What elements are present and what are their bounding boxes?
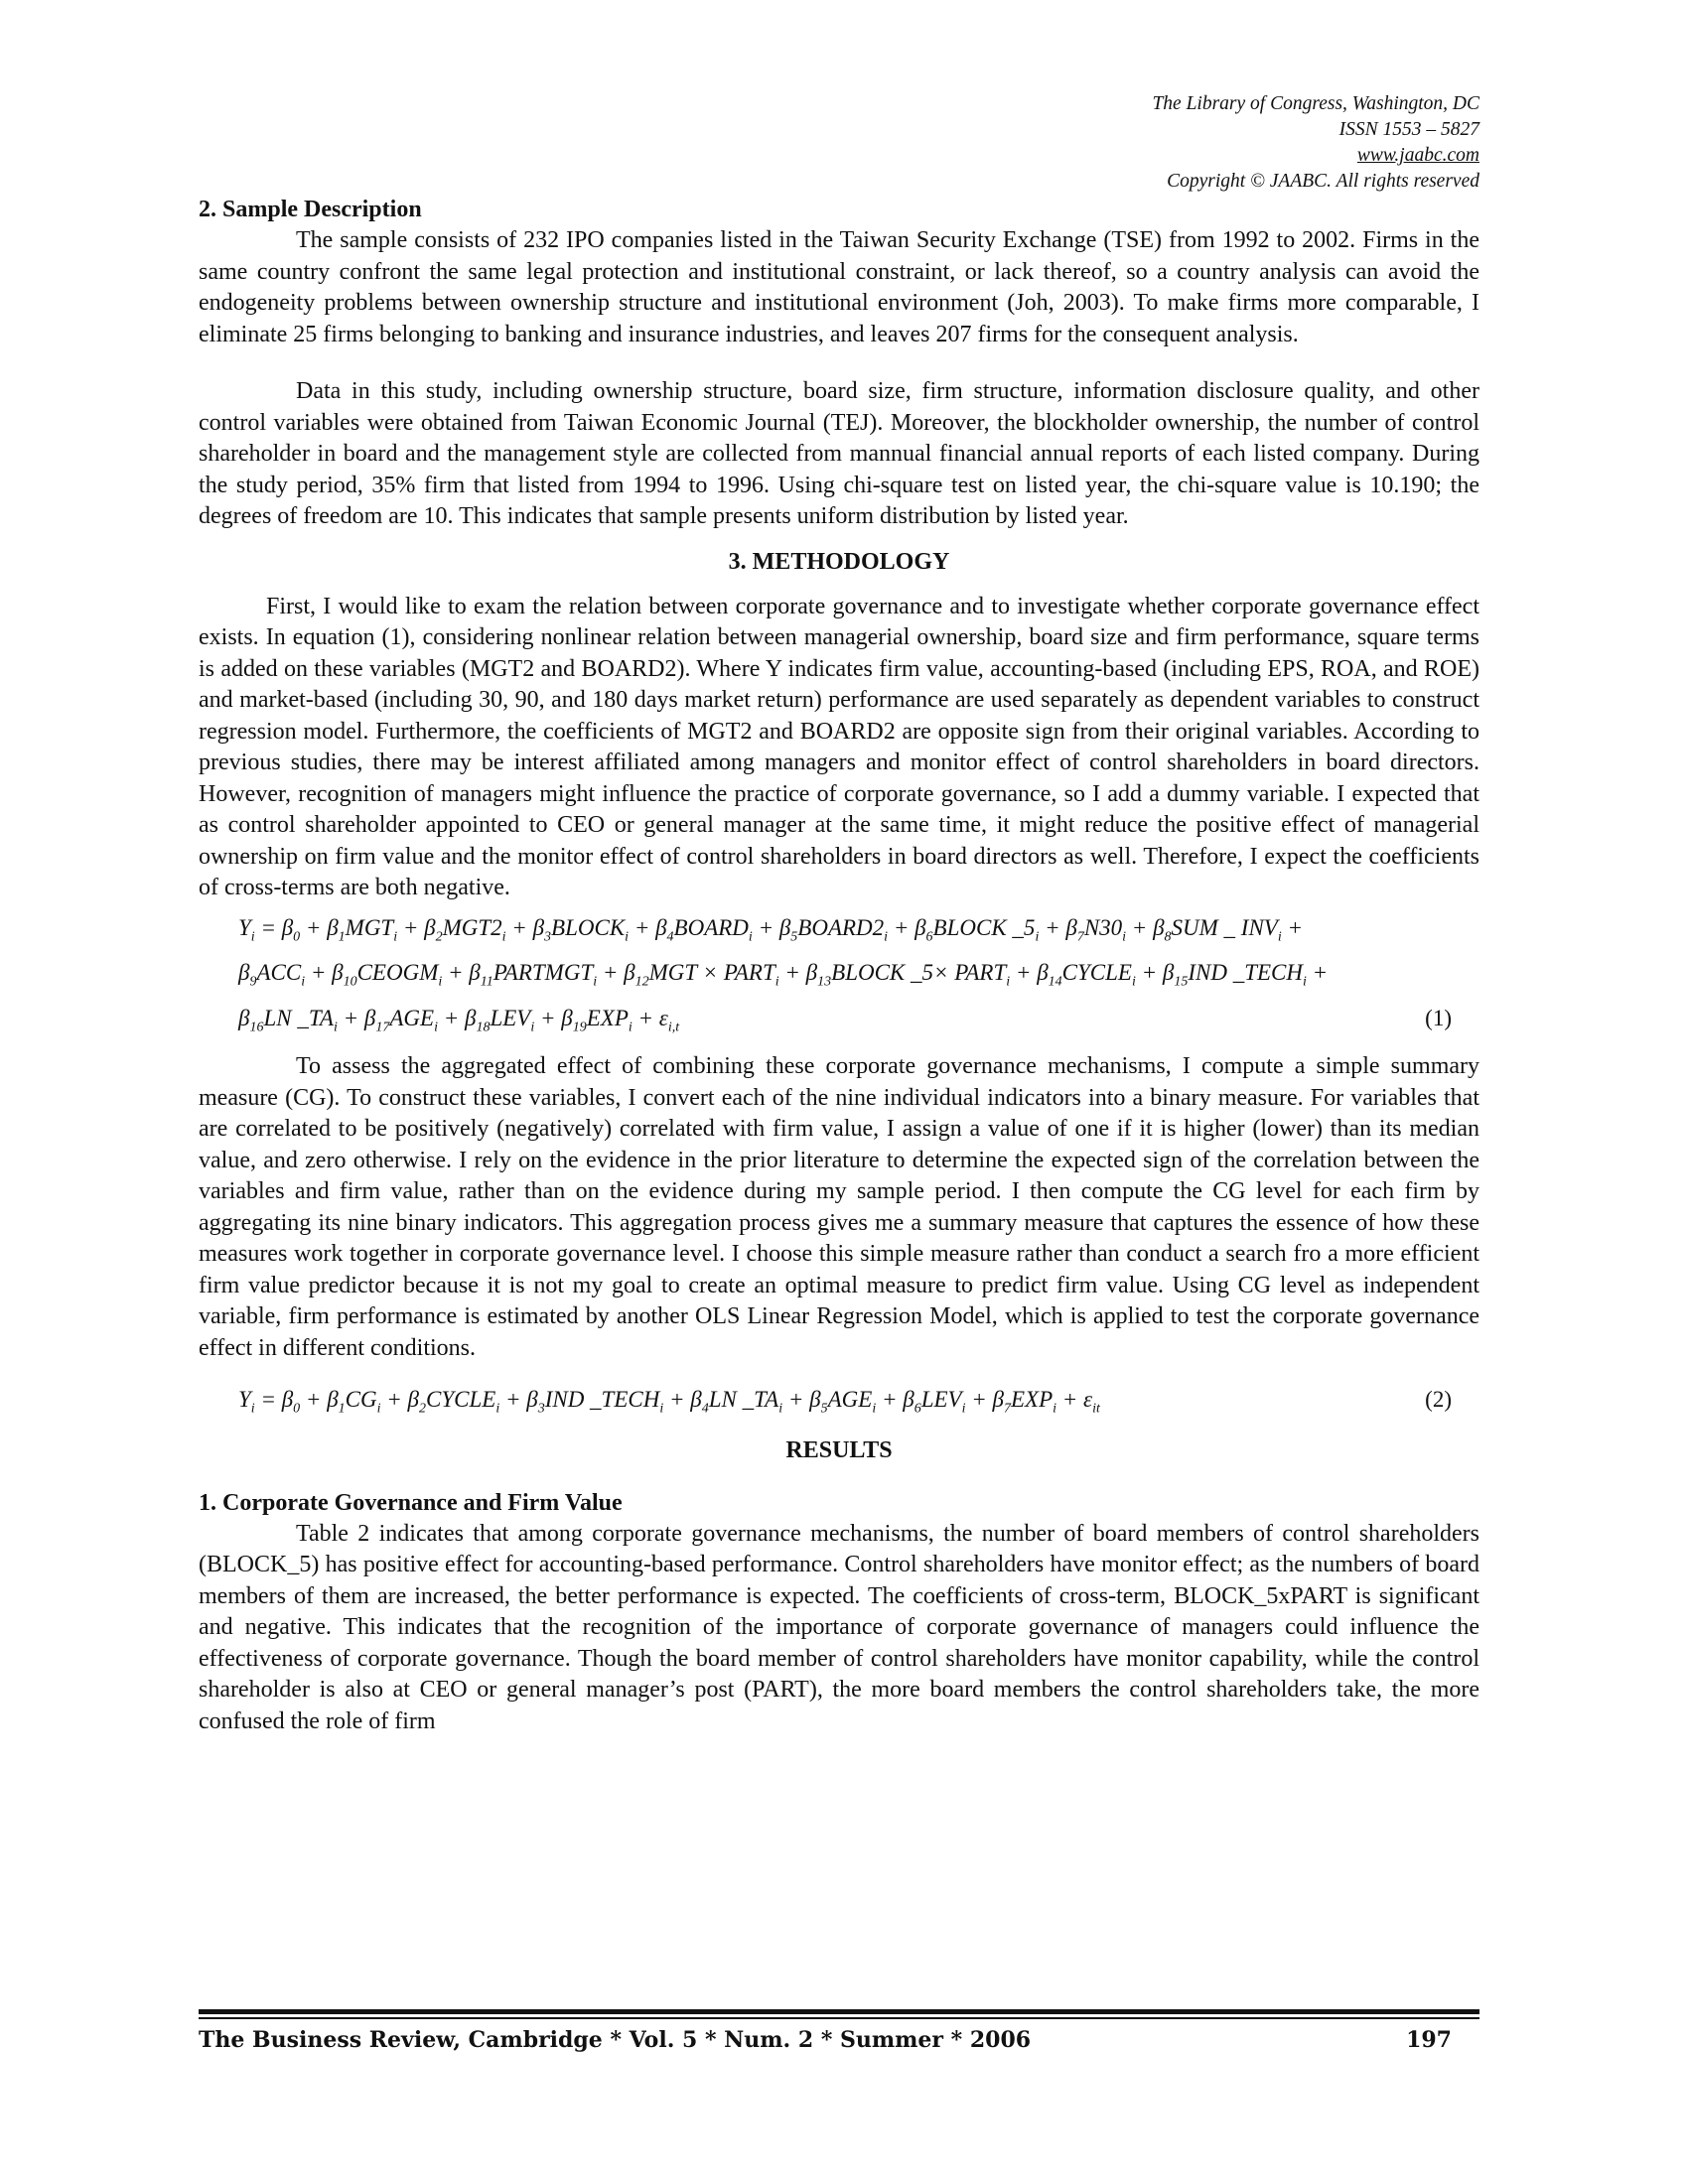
header-website-link[interactable]: www.jaabc.com — [1356, 145, 1479, 166]
header-line-issn: ISSN 1553 – 5827 — [1338, 119, 1479, 140]
equation-1 — [199, 910, 1479, 1046]
footer-rule-thin — [199, 2017, 1479, 2019]
journal-header — [199, 91, 1479, 195]
footer-journal-info: The Business Review, Cambridge * Vol. 5 * Num. 2 * Summer * 2006 — [199, 2027, 1032, 2053]
header-line-library: The Library of Congress, Washington, DC — [1152, 93, 1479, 114]
paragraph-results-1: Table 2 indicates that among corporate governance mechanisms, the number of board members of control shareholders (BLOCK_5) has positive effect for accounting-based performance. Control shareholders have monitor effect; as the numbers of board members of them are increased, the better performance is expected. The coefficients of cross-term, BLOCK_5xPART is significant and negative. This indicates that the recognition of the importance of corporate governance of managers could influence the effectiveness of corporate governance. Though the board member of control shareholders have monitor capability, while the control shareholder is also at CEO or general manager’s post (PART), the more board members the control shareholders take, the more confused the role of firm — [199, 1520, 1479, 1734]
paragraph-methodology-1: First, I would like to exam the relation between corporate governance and to investigate whether corporate governance effect exists. In equation (1), considering nonlinear relation between managerial ownership, board size and firm performance, square terms is added on these variables (MGT2 and BOARD2). Where Y indicates firm value, accounting-based (including EPS, ROA, and ROE) and market-based (including 30, 90, and 180 days market return) performance are used separately as dependent variables to construct regression model. Furthermore, the coefficients of MGT2 and BOARD2 are opposite sign from their original variables. According to previous studies, there may be interest affiliated among managers and monitor effect of control shareholders in board directors. However, recognition of managers might influence the practice of corporate governance, so I add a dummy variable. I expected that as control shareholder appointed to CEO or general manager at the same time, it might reduce the positive effect of managerial ownership on firm value and the monitor effect of control shareholders in board directors as well. Therefore, I expect the coefficients of cross-terms are both negative. — [199, 593, 1479, 900]
header-line-copyright: Copyright © JAABC. All rights reserved — [1167, 171, 1479, 192]
paragraph-sample-2: Data in this study, including ownership structure, board size, firm structure, information disclosure quality, and other control variables were obtained from Taiwan Economic Journal (TEJ). Moreover, the blockholder ownership, the number of control shareholder in board and the management style are collected from mannual financial annual reports of each listed company. During the study period, 35% firm that listed from 1994 to 1996. Using chi-square test on listed year, the chi-square value is 10.190; the degrees of freedom are 10. This indicates that sample presents uniform distribution by listed year. — [199, 378, 1479, 529]
equation-1-line-1: $Y_i = \beta_0 + \beta_1MGT_i + \beta_2MGT2_i$ + $\beta_3BLOCK_i$ + $\beta_4BOARD_i$ + $\beta_5BOARD2_i$ + $\beta_6BLOCK$ $\_5_i + \beta_7N30_i + \beta_8SUM$ _ $INV_i$ + — [238, 914, 1304, 945]
footer-rule-thick — [199, 2009, 1479, 2014]
equation-2-number: (2) — [1425, 1387, 1452, 1413]
section-heading-results: RESULTS — [785, 1436, 893, 1463]
paper-page — [199, 91, 1479, 1737]
subsection-heading-governance-firm-value: 1. Corporate Governance and Firm Value — [199, 1489, 623, 1516]
footer-page-number: 197 — [1406, 2027, 1452, 2053]
section-heading-sample-description: 2. Sample Description — [199, 197, 422, 222]
equation-1-line-3: $\beta_{16}LN$ $\_TA_i + \beta_{17}AGE_i + \beta_{18}LEV_i + \beta_{19}EXP_i + \varepsilon_{i,t}$ (1) — [199, 1001, 1479, 1046]
paragraph-methodology-2: To assess the aggregated effect of combining these corporate governance mechanisms, I compute a simple summary measure (CG). To construct these variables, I convert each of the nine individual indicators into a binary measure. For variables that are correlated to be positively (negatively) correlated with firm value, I assign a value of one if it is higher (lower) than its median value, and zero otherwise. I rely on the evidence in the prior literature to determine the expected sign of the correlation between the variables and firm value, rather than on the evidence during my sample period. I then compute the CG level for each firm by aggregating its nine binary indicators. This aggregation process gives me a summary measure that captures the essence of how these measures work together in corporate governance level. I choose this simple measure rather than conduct a search fro a more efficient firm value predictor because it is not my goal to create an optimal measure to predict firm value. Using CG level as independent variable, firm performance is estimated by another OLS Linear Regression Model, which is applied to test the corporate governance effect in different conditions. — [199, 1053, 1479, 1361]
section-heading-methodology: 3. METHODOLOGY — [728, 548, 950, 575]
equation-1-number: (1) — [1425, 1005, 1452, 1030]
equation-2-line: $Y_i = \beta_0 + \beta_1CG_i$ + $\beta_2CYCLE_i + \beta_3IND$ $\_TECH_i + \beta_4LN$ $\_TA_i + \beta_5AGE_i + \beta_6LEV_i + \beta_7EXP_i + \varepsilon_{it}$ (2) — [199, 1382, 1479, 1428]
equation-1-line-2: $\beta_9ACC_i$ + $\beta_{10}CEOGM_i$ + $\beta_{11}PARTMGT_i + \beta_{12}MGT$ × $PART_i$ + $\beta_{13}BLOCK$ _5× $PART_i$ + $\beta_{14}CYCLE_i + \beta_{15}IND$ $\_TECH_i$ + — [238, 960, 1329, 990]
equation-2 — [199, 1382, 1479, 1428]
paragraph-sample-1: The sample consists of 232 IPO companies listed in the Taiwan Security Exchange (TSE) from 1992 to 2002. Firms in the same country confront the same legal protection and institutional constraint, or lack thereof, so a country analysis can avoid the endogeneity problems between ownership structure and institutional environment (Joh, 2003). To make firms more comparable, I eliminate 25 firms belonging to banking and insurance industries, and leaves 207 firms for the consequent analysis. — [199, 227, 1479, 347]
